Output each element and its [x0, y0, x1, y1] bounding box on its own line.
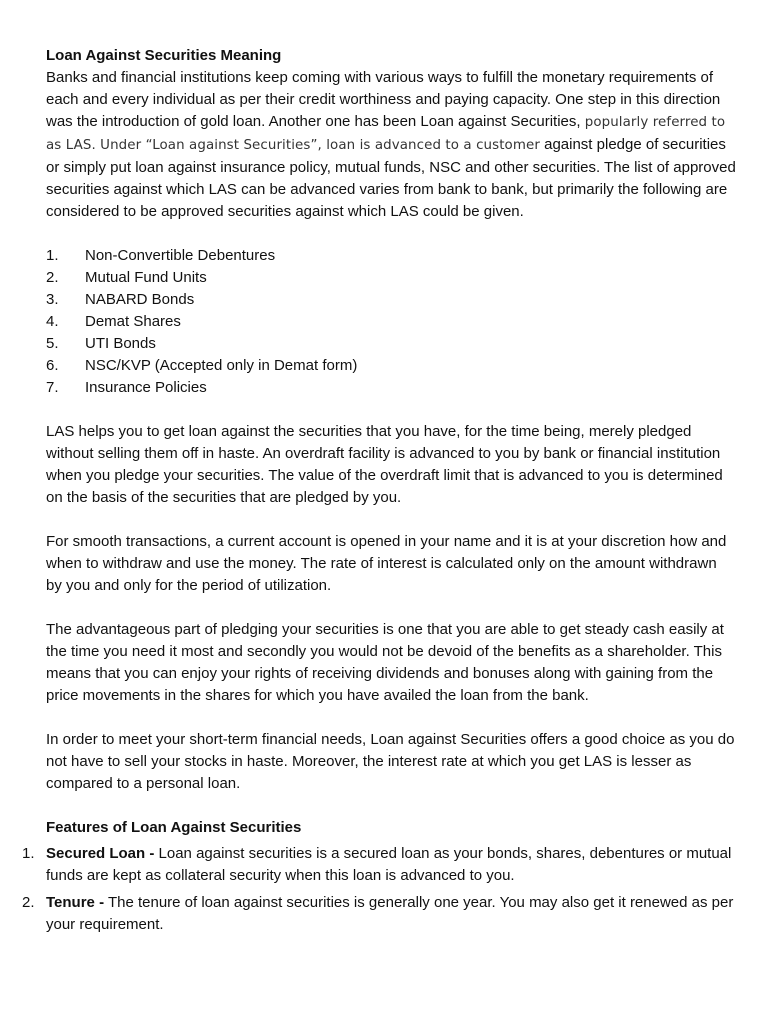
document-page [22, 45, 736, 941]
features-heading: Features of Loan Against Securities [46, 819, 302, 836]
body-paragraph-short-term-needs: In order to meet your short-term financial needs, Loan against Securities offers a good choice as you do not have to sell your stocks in haste. Moreover, the interest rate at which you get LAS is lesser as compared to a personal loan. [46, 731, 735, 792]
list-item [46, 377, 736, 399]
feature-item [22, 843, 736, 887]
feature-description: The tenure of loan against securities is generally one year. You may also get it renewed as per your requirement. [46, 894, 734, 933]
feature-term: Tenure - [46, 894, 105, 911]
list-item-text: Demat Shares [85, 313, 181, 330]
document-heading: Loan Against Securities Meaning [46, 47, 282, 64]
list-item [46, 267, 736, 289]
list-item-text: Mutual Fund Units [85, 269, 207, 286]
list-item-text: UTI Bonds [85, 335, 156, 352]
body-paragraph-advantages: The advantageous part of pledging your securities is one that you are able to get steady cash easily at the time you need it most and secondly you would not be devoid of the benefits as a shareholder. This means that you can enjoy your rights of receiving dividends and bonuses along with gaining from the price movements in the shares for which you have availed the loan from the bank. [46, 621, 724, 704]
intro-text-1: Banks and financial institutions keep coming with various ways to fulfill the monetary requirements of each and every individual as per their credit worthiness and paying capacity. One step in this direction was the introduction of gold loan. Another one has been Loan against Securities, [46, 69, 721, 130]
feature-term: Secured Loan - [46, 845, 155, 862]
intro-text-3: against pledge of securities or simply put loan against insurance policy, mutual funds, NSC and other securities. The list of approved securities against which LAS can be advanced varies from bank to bank, but primarily the following are considered to be approved securities against which LAS could be given. [46, 136, 736, 220]
list-item [46, 289, 736, 311]
feature-description: Loan against securities is a secured loan as your bonds, shares, debentures or mutual funds are kept as collateral security when this loan is advanced to you. [46, 845, 732, 884]
intro-text-2: popularly referred to as LAS. Under “Loan against Securities”, loan is advanced to a customer [46, 115, 726, 153]
list-item [46, 311, 736, 333]
list-item-number: 5. [46, 335, 59, 352]
list-item-text: NABARD Bonds [85, 291, 195, 308]
list-item [46, 245, 736, 267]
list-item-number: 6. [46, 357, 59, 374]
feature-number: 2. [22, 894, 35, 911]
list-item-number: 1. [46, 247, 59, 264]
list-item-text: NSC/KVP (Accepted only in Demat form) [85, 357, 358, 374]
list-item-number: 3. [46, 291, 59, 308]
list-item-text: Non-Convertible Debentures [85, 247, 276, 264]
intro-paragraph [46, 67, 736, 223]
list-item [46, 333, 736, 355]
feature-item [22, 892, 736, 936]
feature-number: 1. [22, 845, 35, 862]
list-item [46, 355, 736, 377]
list-item-number: 7. [46, 379, 59, 396]
list-item-number: 2. [46, 269, 59, 286]
list-item-number: 4. [46, 313, 59, 330]
list-item-text: Insurance Policies [85, 379, 207, 396]
body-paragraph-overdraft: LAS helps you to get loan against the securities that you have, for the time being, merely pledged without selling them off in haste. An overdraft facility is advanced to you by bank or financial institution when you pledge your securities. The value of the overdraft limit that is advanced to you is determined on the basis of the securities that are pledged by you. [46, 423, 723, 506]
body-paragraph-current-account: For smooth transactions, a current account is opened in your name and it is at your discretion how and when to withdraw and use the money. The rate of interest is calculated only on the amount withdrawn by you and only for the period of utilization. [46, 533, 727, 594]
approved-securities-list [46, 245, 736, 399]
features-list [22, 843, 736, 936]
